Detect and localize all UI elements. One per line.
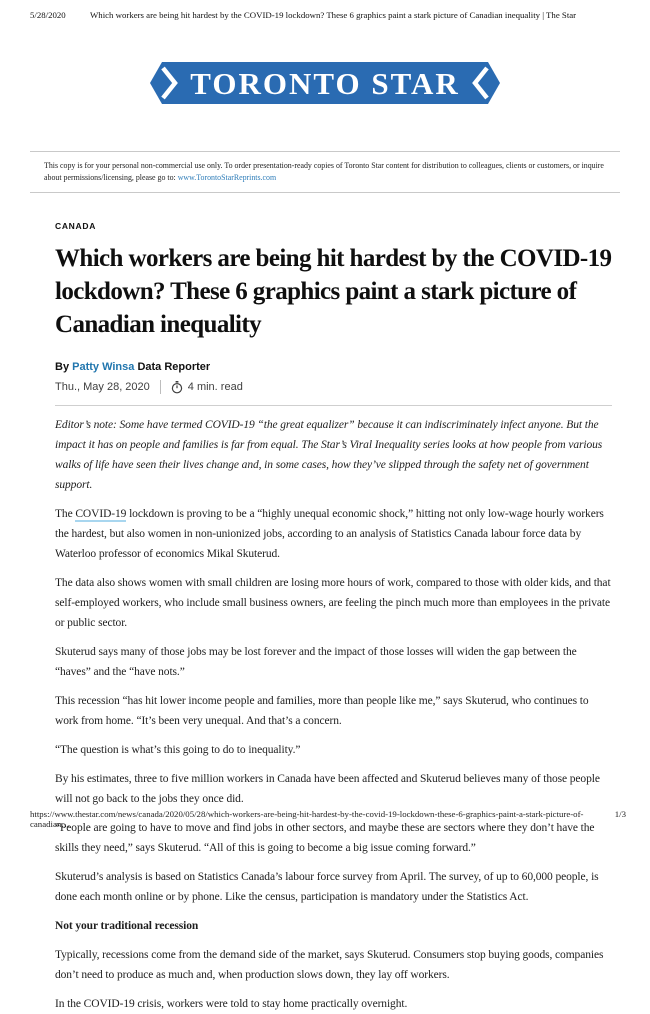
article-meta: [55, 380, 612, 394]
paragraph: “The question is what’s this going to do to inequality.”: [55, 744, 301, 756]
editors-note: Editor’s note: Some have termed COVID-19 “the great equalizer” because it can indiscriminately infect anyone. But the impact it has on people and families is far from equal. The Star’s Viral Inequality series looks at how people from various walks of life have seen their lives change and, in some cases, how they’ve slipped through the safety net of government support.: [55, 419, 603, 491]
masthead: [0, 62, 650, 109]
headline-line: Which workers are being hit hardest by the COVID-19: [55, 245, 612, 272]
author-role: Data Reporter: [134, 361, 211, 373]
paragraph: This recession “has hit lower income people and families, more than people like me,” says Skuterud, who continues to work from home. “It’s been very unequal. And that’s a concern.: [55, 695, 589, 727]
toronto-star-logo: [150, 62, 500, 104]
author-link[interactable]: Patty Winsa: [72, 361, 135, 373]
print-page-title: Which workers are being hit hardest by the COVID-19 lockdown? These 6 graphics paint a stark picture of Canadian inequality | The Star: [90, 10, 577, 20]
read-time-clock-icon: [171, 381, 183, 394]
byline-rule: [55, 405, 612, 406]
article: [55, 221, 612, 1014]
article-body: [55, 415, 612, 1014]
section-subhead: Not your traditional recession: [55, 920, 199, 932]
paragraph-lead: [55, 504, 612, 564]
paragraph: The data also shows women with small children are losing more hours of work, compared to those with older kids, and that self-employed workers, who include small business owners, are feeling the pinch much more than employees in the private or public sector.: [55, 577, 611, 629]
lead-text: The: [55, 508, 76, 520]
footer-page-indicator: 1/3: [614, 809, 626, 819]
footer-url: https://www.thestar.com/news/canada/2020/05/28/which-workers-are-being-hit-hardest-by-the-covid-19-lockdown-these-6-graphics-paint-a-stark-picture-of-canadian…: [30, 809, 584, 829]
paragraph: Typically, recessions come from the demand side of the market, says Skuterud. Consumers stop buying goods, companies don’t need to produce as much and, when production slows down, they lay off workers.: [55, 949, 604, 981]
paragraph: “People are going to have to move and find jobs in other sectors, and maybe these are sectors where they don’t have the skills they need,” says Skuterud. “All of this is going to become a big issue coming forward.”: [55, 822, 595, 854]
headline-line: Canadian inequality: [55, 311, 262, 338]
meta-divider: [160, 380, 161, 394]
paragraph: Skuterud’s analysis is based on Statistics Canada’s labour force survey from April. The survey, of up to 60,000 people, is done each month online or by phone. Like the census, participation is mandatory under the Statistics Act.: [55, 871, 599, 903]
print-date: 5/28/2020: [30, 10, 66, 20]
logo-wordmark: TORONTO STAR: [190, 66, 460, 101]
reprint-notice: [30, 151, 620, 193]
reprints-link[interactable]: www.TorontoStarReprints.com: [177, 172, 277, 182]
paragraph: Skuterud says many of those jobs may be lost forever and the impact of those losses will widen the gap between the “haves” and the “have nots.”: [55, 646, 577, 678]
paragraph: In the COVID-19 crisis, workers were told to stay home practically overnight.: [55, 998, 408, 1010]
byline-prefix: By: [55, 361, 73, 373]
lead-text: lockdown is proving to be a “highly unequal economic shock,” hitting not only low-wage hourly workers the hardest, but also women in non-unionized jobs, according to an analysis of Statistics Canada labour force data by Waterloo professor of economics Mikal Skuterud.: [55, 508, 604, 560]
publish-date: Thu., May 28, 2020: [55, 381, 150, 393]
reprint-notice-text: This copy is for your personal non-commercial use only. To order presentation-ready copies of Toronto Star content for distribution to colleagues, clients or customers, or inquire about permissions/licensing, please go to:: [44, 161, 604, 182]
covid-19-link[interactable]: COVID-19: [75, 508, 127, 520]
print-footer: [30, 809, 626, 829]
headline-line: lockdown? These 6 graphics paint a stark picture of: [55, 278, 577, 305]
print-header: [0, 0, 650, 24]
read-time: 4 min. read: [187, 381, 243, 393]
article-headline: [55, 242, 612, 341]
section-kicker[interactable]: CANADA: [55, 221, 97, 231]
byline: [55, 361, 612, 373]
paragraph: By his estimates, three to five million workers in Canada have been affected and Skuterud believes many of those people will not go back to the jobs they once did.: [55, 773, 600, 805]
